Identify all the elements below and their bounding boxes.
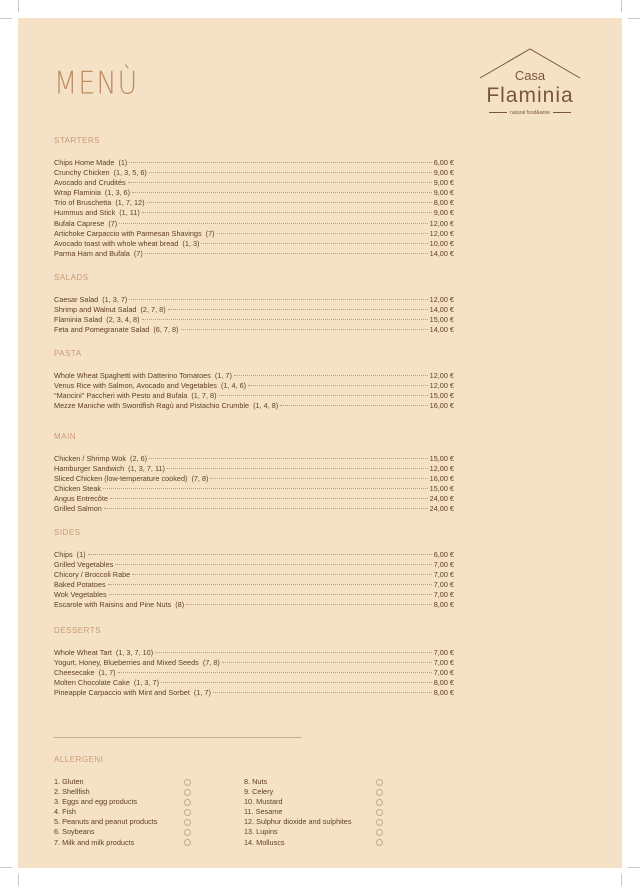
item-name: Whole Wheat Spaghetti with Datterino Tomatoes (54, 371, 211, 380)
item-price: 9,00 € (433, 188, 454, 198)
menu-item (54, 305, 454, 315)
item-price: 24,00 € (429, 494, 454, 504)
item-name: Cheesecake (54, 668, 95, 678)
item-price: 12,00 € (429, 228, 454, 238)
dot-leader (88, 554, 432, 555)
menu-item (54, 219, 454, 229)
item-allergens: (1, 3, 6) (104, 188, 131, 198)
item-price: 8,00 € (433, 678, 454, 688)
logo (476, 48, 584, 120)
crop-mark (621, 874, 622, 886)
item-allergens: (1, 7, 8) (191, 391, 217, 401)
dot-leader (234, 375, 428, 376)
menu-item (54, 249, 454, 259)
item-name: Chicory / Broccoli Rabe (54, 570, 131, 580)
section-title: STARTERS (54, 136, 100, 145)
dot-leader (213, 692, 432, 693)
item-allergens: (1, 3, 7, 11) (128, 464, 165, 474)
menu-item (54, 688, 454, 698)
item-price: 16,00 € (429, 474, 454, 484)
section-sides (54, 529, 454, 611)
menu-item (54, 188, 454, 198)
allergen-label: 6. Soybeans (54, 827, 95, 837)
dot-leader (109, 594, 432, 595)
allergen-label: 1. Gluten (54, 777, 84, 786)
dot-leader (119, 223, 427, 224)
item-name: Crunchy Chicken (54, 168, 110, 178)
crop-mark (621, 0, 622, 12)
item-name: Venus Rice with Salmon, Avocado and Vegetables (54, 381, 217, 391)
item-price: 12,00 € (429, 218, 454, 228)
item-price: 9,00 € (433, 208, 454, 218)
menu-item (54, 208, 454, 218)
page-title: MENÙ (54, 66, 139, 102)
allergen-item (54, 827, 191, 837)
menu-item (54, 464, 454, 474)
dot-leader (104, 508, 428, 509)
item-name: Chips Home Made (54, 158, 115, 167)
allergen-item (244, 817, 383, 827)
item-name: Hummus and Stick (54, 208, 116, 218)
item-name: Wrap Flaminia (54, 188, 101, 198)
item-allergens: (7, 8) (191, 474, 209, 484)
item-price: 8,00 € (433, 688, 454, 698)
dot-leader (219, 395, 428, 396)
allergen-label: 10. Mustard (244, 797, 283, 807)
allergen-label: 14. Molluscs (244, 837, 285, 847)
menu-item (54, 550, 454, 560)
dot-leader (217, 233, 428, 234)
item-price: 9,00 € (433, 178, 454, 188)
menu-item (54, 454, 454, 464)
allergen-item (54, 807, 191, 817)
section-title: SALADS (54, 273, 89, 282)
logo-tagline: natural food&wine (476, 110, 584, 116)
dot-leader (167, 468, 428, 469)
allergen-label: 7. Milk and milk products (54, 837, 135, 847)
item-allergens: (8) (175, 600, 185, 610)
menu-item (54, 600, 454, 610)
allergen-icon (184, 779, 191, 786)
menu-item (54, 295, 454, 305)
dot-leader (201, 243, 427, 244)
menu-item (54, 580, 454, 590)
item-name: Avocado and Crudités (54, 178, 126, 188)
item-allergens: (1, 3, 7) (102, 295, 128, 304)
item-name: Hamburger Sandwich (54, 464, 125, 474)
item-price: 12,00 € (429, 371, 454, 380)
item-price: 15,00 € (429, 315, 454, 325)
dot-leader (128, 182, 432, 183)
allergen-icon (376, 789, 383, 796)
item-allergens: (1, 11) (119, 208, 140, 218)
allergen-item (244, 807, 383, 817)
menu-item (54, 648, 454, 658)
section-desserts (54, 627, 454, 698)
item-name: Mezze Maniche with Swordfish Ragù and Pistachio Crumble (54, 401, 250, 411)
allergen-icon (376, 809, 383, 816)
dot-leader (161, 682, 432, 683)
crop-mark (18, 0, 19, 12)
menu-item (54, 401, 454, 411)
item-allergens: (7, 8) (202, 658, 220, 668)
item-name: Parma Ham and Bufala (54, 248, 130, 258)
dot-leader (132, 574, 431, 575)
menu-item (54, 658, 454, 668)
menu-item (54, 315, 454, 325)
item-name: Feta and Pomegranate Salad (54, 325, 150, 335)
item-price: 7,00 € (433, 658, 454, 668)
item-allergens: (1, 4, 8) (253, 401, 279, 411)
item-name: Caesar Salad (54, 295, 99, 304)
menu-item (54, 474, 454, 484)
dot-leader (248, 385, 428, 386)
item-name: Shrimp and Walnut Salad (54, 305, 137, 315)
item-price: 15,00 € (429, 484, 454, 494)
allergen-icon (184, 819, 191, 826)
allergen-item (244, 838, 383, 848)
allergens-left-column (54, 777, 244, 848)
item-allergens: (1, 3) (182, 238, 200, 248)
allergen-label: 2. Shellfish (54, 787, 90, 797)
dot-leader (222, 662, 432, 663)
menu-item (54, 168, 454, 178)
dot-leader (132, 192, 432, 193)
allergen-icon (184, 799, 191, 806)
item-price: 7,00 € (433, 560, 454, 570)
allergen-icon (376, 839, 383, 846)
dot-leader (142, 319, 428, 320)
dot-leader (155, 652, 432, 653)
item-allergens: (1, 3, 5, 6) (113, 168, 147, 178)
allergen-item (54, 777, 191, 787)
menu-item (54, 484, 454, 494)
allergen-item (244, 797, 383, 807)
menu-item (54, 678, 454, 688)
dot-leader (115, 564, 431, 565)
divider (54, 737, 302, 738)
item-allergens: (6, 7, 8) (153, 325, 179, 335)
item-allergens: (1, 7) (214, 371, 232, 380)
item-price: 14,00 € (429, 305, 454, 315)
item-allergens: (1, 3, 7, 10) (115, 648, 154, 657)
item-name: Chicken Steak (54, 484, 102, 494)
item-price: 6,00 € (433, 158, 454, 167)
menu-item (54, 229, 454, 239)
menu-item (54, 325, 454, 335)
allergen-icon (376, 829, 383, 836)
item-name: Whole Wheat Tart (54, 648, 112, 657)
allergen-icon (376, 799, 383, 806)
menu-item (54, 560, 454, 570)
crop-mark (18, 874, 19, 886)
item-name: Grilled Vegetables (54, 560, 114, 570)
menu-page (18, 18, 622, 868)
item-name: Angus Entrecôte (54, 494, 108, 504)
allergen-icon (184, 829, 191, 836)
allergen-label: 4. Fish (54, 807, 76, 817)
allergen-item (54, 838, 191, 848)
crop-mark (628, 18, 640, 19)
dot-leader (210, 478, 427, 479)
allergen-icon (184, 809, 191, 816)
section-salads (54, 274, 454, 335)
allergen-item (244, 777, 383, 787)
allergen-label: 11. Sesame (244, 807, 283, 817)
logo-casa: Casa (514, 68, 546, 83)
item-allergens: (7) (108, 218, 118, 228)
item-allergens: (1, 4, 6) (220, 381, 247, 391)
item-name: Chicken / Shrimp Wok (54, 454, 127, 463)
dot-leader (108, 584, 432, 585)
item-price: 14,00 € (429, 325, 454, 335)
menu-item (54, 668, 454, 678)
item-name: Trio of Bruschetta (54, 198, 112, 208)
allergen-label: 8. Nuts (244, 777, 268, 786)
allergen-item (54, 787, 191, 797)
section-title: SIDES (54, 528, 81, 537)
item-name: Molten Chocolate Cake (54, 678, 130, 688)
allergen-item (244, 787, 383, 797)
menu-item (54, 504, 454, 514)
item-price: 7,00 € (433, 570, 454, 580)
item-name: Artichoke Carpaccio with Parmesan Shavings (54, 228, 202, 238)
allergen-label: 9. Celery (244, 787, 274, 797)
item-price: 12,00 € (429, 464, 454, 474)
item-price: 15,00 € (429, 391, 454, 401)
item-price: 7,00 € (433, 590, 454, 600)
item-name: "Mancini" Paccheri with Pesto and Bufala (54, 391, 188, 401)
item-allergens: (7) (133, 248, 143, 258)
item-price: 9,00 € (433, 168, 454, 178)
item-allergens: (2, 7, 8) (140, 305, 166, 315)
item-name: Flaminia Salad (54, 315, 103, 325)
allergen-label: 3. Eggs and egg products (54, 797, 138, 807)
dot-leader (149, 458, 428, 459)
item-name: Escarole with Raisins and Pine Nuts (54, 600, 172, 610)
dot-leader (129, 162, 431, 163)
dot-leader (280, 405, 427, 406)
item-name: Sliced Chicken (low-temperature cooked) (54, 474, 188, 484)
item-name: Chips (54, 550, 73, 559)
item-name: Yogurt, Honey, Blueberries and Mixed Seeds (54, 658, 199, 668)
menu-item (54, 590, 454, 600)
menu-item (54, 178, 454, 188)
item-name: Pineapple Carpaccio with Mint and Sorbet (54, 688, 190, 698)
section-pasta (54, 350, 454, 411)
menu-item (54, 198, 454, 208)
item-price: 7,00 € (433, 580, 454, 590)
item-price: 12,00 € (429, 295, 454, 304)
item-allergens: (7) (205, 228, 215, 238)
item-allergens: (1, 3, 7) (133, 678, 160, 688)
allergens-title: ALLERGENI (54, 755, 104, 764)
dot-leader (147, 202, 432, 203)
allergen-icon (376, 819, 383, 826)
allergen-item (54, 797, 191, 807)
item-allergens: (1) (118, 158, 128, 167)
allergen-label: 13. Lupins (244, 827, 278, 837)
section-title: DESSERTS (54, 626, 101, 635)
item-price: 15,00 € (429, 454, 454, 463)
allergen-icon (184, 839, 191, 846)
item-price: 12,00 € (429, 381, 454, 391)
allergen-icon (376, 779, 383, 786)
menu-item (54, 391, 454, 401)
item-allergens: (2, 6) (130, 454, 148, 463)
item-price: 10,00 € (429, 238, 454, 248)
menu-item (54, 371, 454, 381)
crop-mark (0, 867, 12, 868)
item-name: Wok Vegetables (54, 590, 107, 600)
dot-leader (168, 309, 428, 310)
item-name: Baked Potatoes (54, 580, 106, 590)
dot-leader (145, 253, 428, 254)
item-allergens: (1, 7) (193, 688, 211, 698)
item-price: 14,00 € (429, 248, 454, 258)
menu-item (54, 494, 454, 504)
allergen-icon (184, 789, 191, 796)
dot-leader (118, 672, 432, 673)
menu-item (54, 158, 454, 168)
item-allergens: (1) (76, 550, 86, 559)
dot-leader (181, 329, 428, 330)
section-title: PASTA (54, 349, 82, 358)
item-allergens: (2, 3, 4, 8) (106, 315, 140, 325)
dot-leader (103, 488, 428, 489)
item-price: 8,00 € (433, 198, 454, 208)
allergen-label: 5. Peanuts and peanut products (54, 817, 158, 827)
dot-leader (142, 212, 432, 213)
allergen-item (54, 817, 191, 827)
crop-mark (628, 867, 640, 868)
menu-item (54, 381, 454, 391)
allergens-legend (54, 756, 434, 848)
section-main (54, 433, 454, 515)
allergen-item (244, 827, 383, 837)
item-name: Bufala Caprese (54, 218, 105, 228)
section-starters (54, 137, 454, 259)
item-allergens: (1, 7, 12) (115, 198, 145, 208)
menu-item (54, 570, 454, 580)
allergen-label: 12. Sulphur dioxide and sulphites (244, 817, 352, 827)
item-price: 8,00 € (433, 600, 454, 610)
item-allergens: (1, 7) (98, 668, 116, 678)
item-price: 7,00 € (433, 648, 454, 657)
item-price: 16,00 € (429, 401, 454, 411)
dot-leader (129, 299, 427, 300)
item-price: 24,00 € (429, 504, 454, 514)
item-price: 7,00 € (433, 668, 454, 678)
dot-leader (110, 498, 428, 499)
dot-leader (149, 172, 432, 173)
logo-name: Flaminia (486, 84, 574, 107)
section-title: MAIN (54, 432, 76, 441)
item-name: Avocado toast with whole wheat bread (54, 238, 179, 248)
dot-leader (186, 604, 432, 605)
item-price: 6,00 € (433, 550, 454, 559)
allergens-right-column (244, 777, 434, 848)
item-name: Grilled Salmon (54, 504, 102, 514)
crop-mark (0, 18, 12, 19)
menu-item (54, 239, 454, 249)
